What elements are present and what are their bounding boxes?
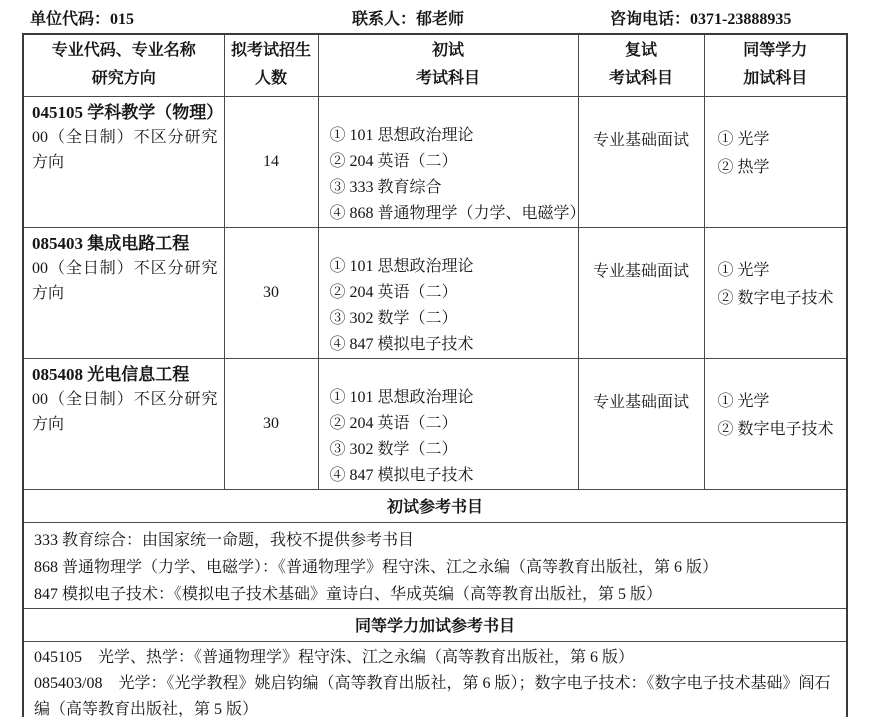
additional-subject-line: ② 热学 bbox=[717, 158, 770, 176]
header-program-code-name: 专业代码、专业名称 研究方向 bbox=[23, 34, 224, 96]
program-row-045105 bbox=[23, 96, 847, 227]
retest-subject: 专业基础面试 bbox=[578, 358, 704, 489]
document-info-bar bbox=[0, 6, 874, 30]
program-row-085408 bbox=[23, 358, 847, 489]
program-direction: 00（全日制）不区分研究方向 bbox=[32, 128, 218, 171]
subject-line: ④ 847 模拟电子技术 bbox=[329, 335, 474, 353]
contact-person: 联系人：郁老师 bbox=[352, 11, 465, 28]
program-code-title: 045105 学科教学（物理） bbox=[32, 102, 224, 122]
initial-exam-subjects-cell bbox=[318, 96, 586, 227]
header-initial-exam-subjects: 初试 考试科目 bbox=[318, 34, 578, 96]
enrollment-quota: 14 bbox=[224, 96, 318, 227]
subject-line: ① 101 思想政治理论 bbox=[329, 126, 474, 144]
initial-exam-subjects-cell bbox=[318, 227, 578, 358]
additional-subject-line: ① 光学 bbox=[717, 261, 770, 279]
enrollment-quota: 30 bbox=[224, 358, 318, 489]
subject-line: ④ 847 模拟电子技术 bbox=[329, 466, 474, 484]
unit-code: 单位代码：015 bbox=[30, 11, 135, 28]
subject-line: ② 204 英语（二） bbox=[329, 283, 458, 301]
header-planned-enrollment: 拟考试招生 人数 bbox=[224, 34, 318, 96]
subject-line: ③ 333 教育综合 bbox=[329, 178, 442, 196]
program-code-title: 085408 光电信息工程 bbox=[32, 364, 190, 384]
program-row-085403 bbox=[23, 227, 847, 358]
reference-book-line: 085403/08 光学：《光学教程》姚启钧编（高等教育出版社，第 6 版）；数字电子技术：《数字电子技术基础》阎石编（高等教育出版社，第 5 版） bbox=[34, 674, 831, 717]
reference-book-line: 847 模拟电子技术：《模拟电子技术基础》童诗白、华成英编（高等教育出版社，第 5 版） bbox=[34, 585, 663, 603]
table-header-row bbox=[23, 34, 847, 96]
additional-subjects-cell bbox=[704, 96, 847, 227]
subject-line: ③ 302 数学（二） bbox=[329, 440, 458, 458]
header-retest-exam-subjects: 复试 考试科目 bbox=[578, 34, 704, 96]
reference-book-line: 868 普通物理学（力学、电磁学）：《普通物理学》程守洙、江之永编（高等教育出版社，第 6 版） bbox=[34, 558, 719, 576]
initial-reference-books-title: 初试参考书目 bbox=[23, 489, 847, 522]
enrollment-quota: 30 bbox=[224, 227, 318, 358]
inquiry-phone: 咨询电话：0371-23888935 bbox=[610, 11, 792, 28]
retest-subject: 专业基础面试 bbox=[578, 96, 704, 227]
program-name-cell bbox=[23, 358, 224, 489]
reference-book-line: 333 教育综合：由国家统一命题，我校不提供参考书目 bbox=[34, 531, 415, 549]
equivalent-reference-books-list bbox=[23, 641, 847, 717]
additional-subjects-cell bbox=[704, 358, 847, 489]
equivalent-reference-books-title: 同等学力加试参考书目 bbox=[23, 608, 847, 641]
additional-subject-line: ① 光学 bbox=[717, 392, 770, 410]
additional-subject-line: ② 数字电子技术 bbox=[717, 289, 834, 307]
initial-reference-books-list bbox=[23, 522, 847, 608]
retest-subject: 专业基础面试 bbox=[578, 227, 704, 358]
additional-subject-line: ① 光学 bbox=[717, 130, 770, 148]
program-direction: 00（全日制）不区分研究方向 bbox=[32, 259, 218, 302]
program-name-cell bbox=[23, 227, 224, 358]
equivalent-reference-title-row bbox=[23, 608, 847, 641]
additional-subjects-cell bbox=[704, 227, 847, 358]
additional-subject-line: ② 数字电子技术 bbox=[717, 420, 834, 438]
programs-exam-table bbox=[22, 33, 848, 717]
subject-line: ① 101 思想政治理论 bbox=[329, 388, 474, 406]
subject-line: ④ 868 普通物理学（力学、电磁学） bbox=[329, 204, 586, 222]
subject-line: ③ 302 数学（二） bbox=[329, 309, 458, 327]
initial-exam-subjects-cell bbox=[318, 358, 578, 489]
equivalent-reference-body-row bbox=[23, 641, 847, 717]
program-code-title: 085403 集成电路工程 bbox=[32, 233, 190, 253]
subject-line: ② 204 英语（二） bbox=[329, 414, 458, 432]
program-name-cell bbox=[23, 96, 224, 227]
program-direction: 00（全日制）不区分研究方向 bbox=[32, 390, 218, 433]
initial-reference-title-row bbox=[23, 489, 847, 522]
reference-book-line: 045105 光学、热学：《普通物理学》程守洙、江之永编（高等教育出版社，第 6 版） bbox=[34, 648, 635, 666]
subject-line: ② 204 英语（二） bbox=[329, 152, 458, 170]
header-equivalent-additional-subjects: 同等学力 加试科目 bbox=[704, 34, 847, 96]
initial-reference-body-row bbox=[23, 522, 847, 608]
subject-line: ① 101 思想政治理论 bbox=[329, 257, 474, 275]
